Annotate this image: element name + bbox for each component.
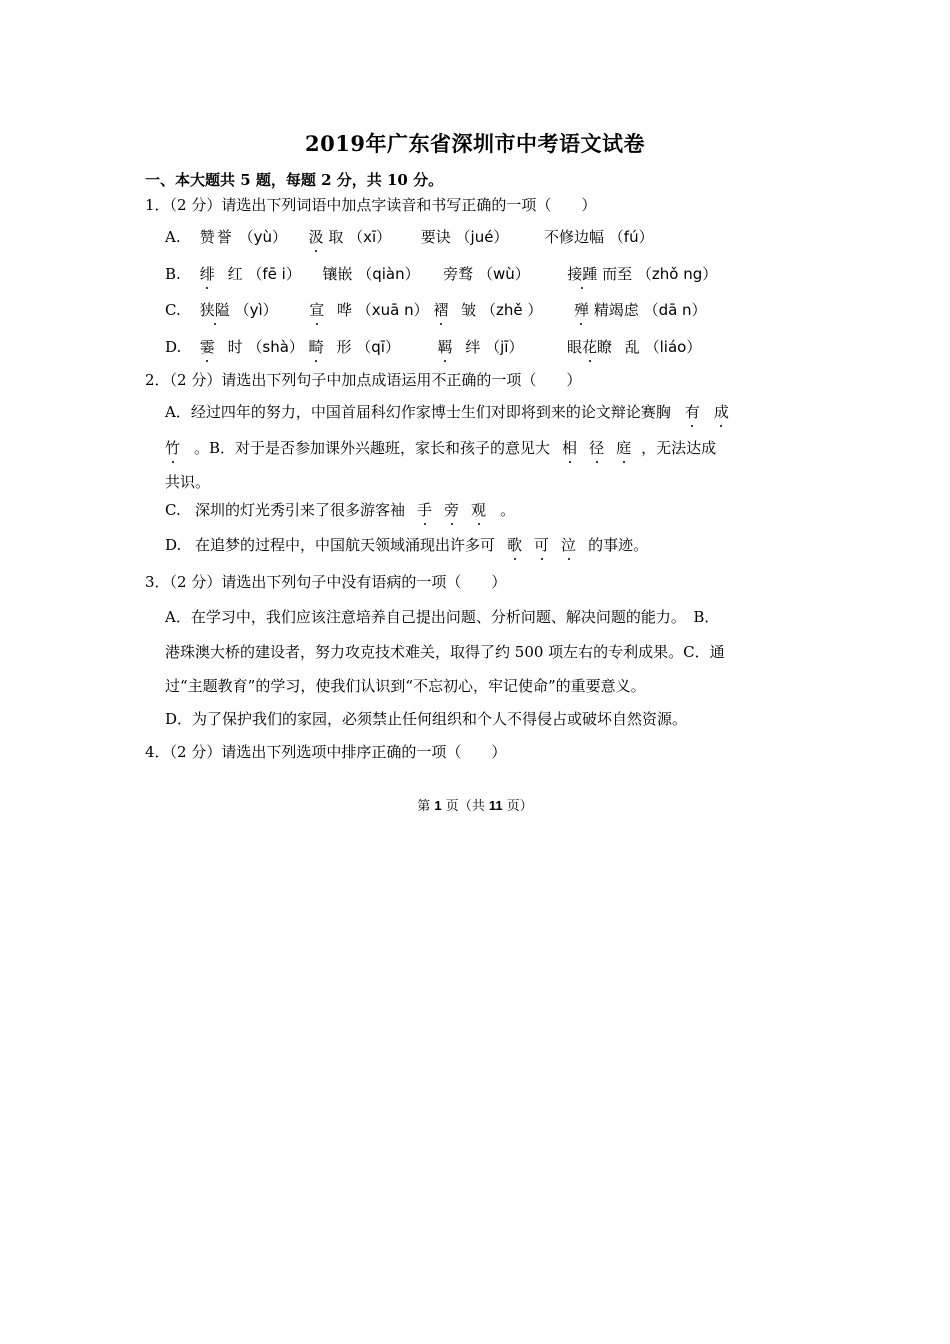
word: 绊 [465,338,481,356]
word: 皱 [461,301,477,319]
question-1-option-a [165,227,654,247]
section-heading: 一、本大题共 5 题，每题 2 分，共 10 分。 [145,171,444,189]
dotted-char: 观 [471,501,487,519]
pinyin: （jué） [455,228,509,246]
question-3-line-2: 港珠澳大桥的建设者，努力攻克技术难关，取得了约 500 项左右的专利成果。C．通 [165,643,725,661]
word: 精竭虑 [593,301,639,319]
footer-text: 第 [417,799,431,814]
dotted-char: 泣 [561,536,577,554]
text: 的事迹。 [588,536,649,554]
question-1-stem: 1．（2 分）请选出下列词语中加点字读音和书写正确的一项（ ） [145,196,597,214]
question-2-option-c [165,500,515,520]
word: 红 [227,265,243,283]
option-label: B. [165,265,181,283]
pinyin: （shà） [247,338,304,356]
dotted-char: 殚 [573,301,589,319]
dotted-char: 宣 [309,301,325,319]
pinyin: （liáo） [644,338,702,356]
pinyin: （xuā n） [356,301,429,319]
dotted-char: 汲 [308,228,324,246]
question-2-option-a-line1 [165,402,729,422]
option-label: C. [165,501,181,519]
text: 在追梦的过程中，中国航天领域涌现出许多可 [195,536,496,554]
pinyin: （xī） [348,228,392,246]
text: 深圳的灯光秀引来了很多游客袖 [195,501,406,519]
question-2-option-a-b-line2 [165,438,716,458]
pinyin: （fē i） [247,265,301,283]
dotted-char: 可 [534,536,550,554]
dotted-char: 径 [589,439,605,457]
dotted-char: 畸 [308,338,324,356]
word: 而至 [602,265,633,283]
dotted-char: 歌 [507,536,523,554]
page-number: 1 [434,798,442,813]
dotted-word: 狭隘 [199,301,230,319]
pinyin: （jī） [485,338,524,356]
dotted-char: 羁 [437,338,453,356]
dotted-char: 竹 [165,439,181,457]
option-label: A. [165,228,181,246]
question-1-option-c [165,300,707,320]
pinyin: （yù） [238,228,287,246]
pinyin: （wù） [477,265,530,283]
pinyin: （yì） [234,301,278,319]
text: ，无法达成 [641,439,717,457]
pinyin: （zhǒ ng） [636,265,718,283]
text: 。B．对于是否参加课外兴趣班，家长和孩子的意见大 [194,439,551,457]
dotted-char: 褶 [433,301,449,319]
dotted-char: 霎 [199,338,215,356]
question-3-line-4: D．为了保护我们的家园，必须禁止任何组织和个人不得侵占或破坏自然资源。 [165,710,688,728]
dotted-char: 手 [417,501,433,519]
word: 取 [328,228,344,246]
word: 哗 [336,301,352,319]
question-3-line-3: 过“主题教育”的学习，使我们认识到“不忘初心，牢记使命”的重要意义。 [165,677,646,695]
total-pages: 11 [488,798,503,813]
pinyin: （fú） [608,228,654,246]
pinyin: （dā n） [643,301,707,319]
dotted-char: 旁 [444,501,460,519]
option-label: D. [165,338,182,356]
footer-text: 页） [506,799,533,814]
question-3-stem: 3．（2 分）请选出下列句子中没有语病的一项（ ） [145,573,507,591]
word: 赞誉 [199,228,234,246]
dotted-char: 成 [713,403,729,421]
dotted-char: 相 [562,439,578,457]
question-4-stem: 4．（2 分）请选出下列选项中排序正确的一项（ ） [145,743,507,761]
page-footer [0,795,950,814]
word: 时 [227,338,243,356]
word: 旁骛 [443,265,474,283]
pinyin: （qī） [356,338,400,356]
page-title: 2019年广东省深圳市中考语文试卷 [305,131,645,156]
question-2-option-d [165,535,648,555]
dotted-word: 接踵 [567,265,598,283]
question-1-option-d [165,337,701,357]
question-2-stem: 2．（2 分）请选出下列句子中加点成语运用不正确的一项（ ） [145,371,582,389]
option-label: C. [165,301,181,319]
word: 镶嵌 [322,265,353,283]
dotted-word: 眼花瞭 [567,338,613,356]
text: 。 [500,501,516,519]
word: 不修边幅 [544,228,605,246]
option-label: D. [165,536,182,554]
pinyin: （zhě ） [481,301,543,319]
question-1-option-b [165,264,717,284]
dotted-char: 绯 [199,265,215,283]
dotted-char: 有 [684,403,700,421]
footer-text: 页（共 [445,799,485,814]
text: A．经过四年的努力，中国首届科幻作家博士生们对即将到来的论文辩论赛胸 [165,403,671,421]
question-3-line-1: A．在学习中，我们应该注意培养自己提出问题、分析问题、解决问题的能力。 B． [165,608,720,626]
question-2-option-b-line3: 共识。 [165,473,211,491]
dotted-char: 庭 [616,439,632,457]
word: 形 [336,338,352,356]
pinyin: （qiàn） [357,265,420,283]
word: 要诀 [420,228,451,246]
word: 乱 [624,338,640,356]
